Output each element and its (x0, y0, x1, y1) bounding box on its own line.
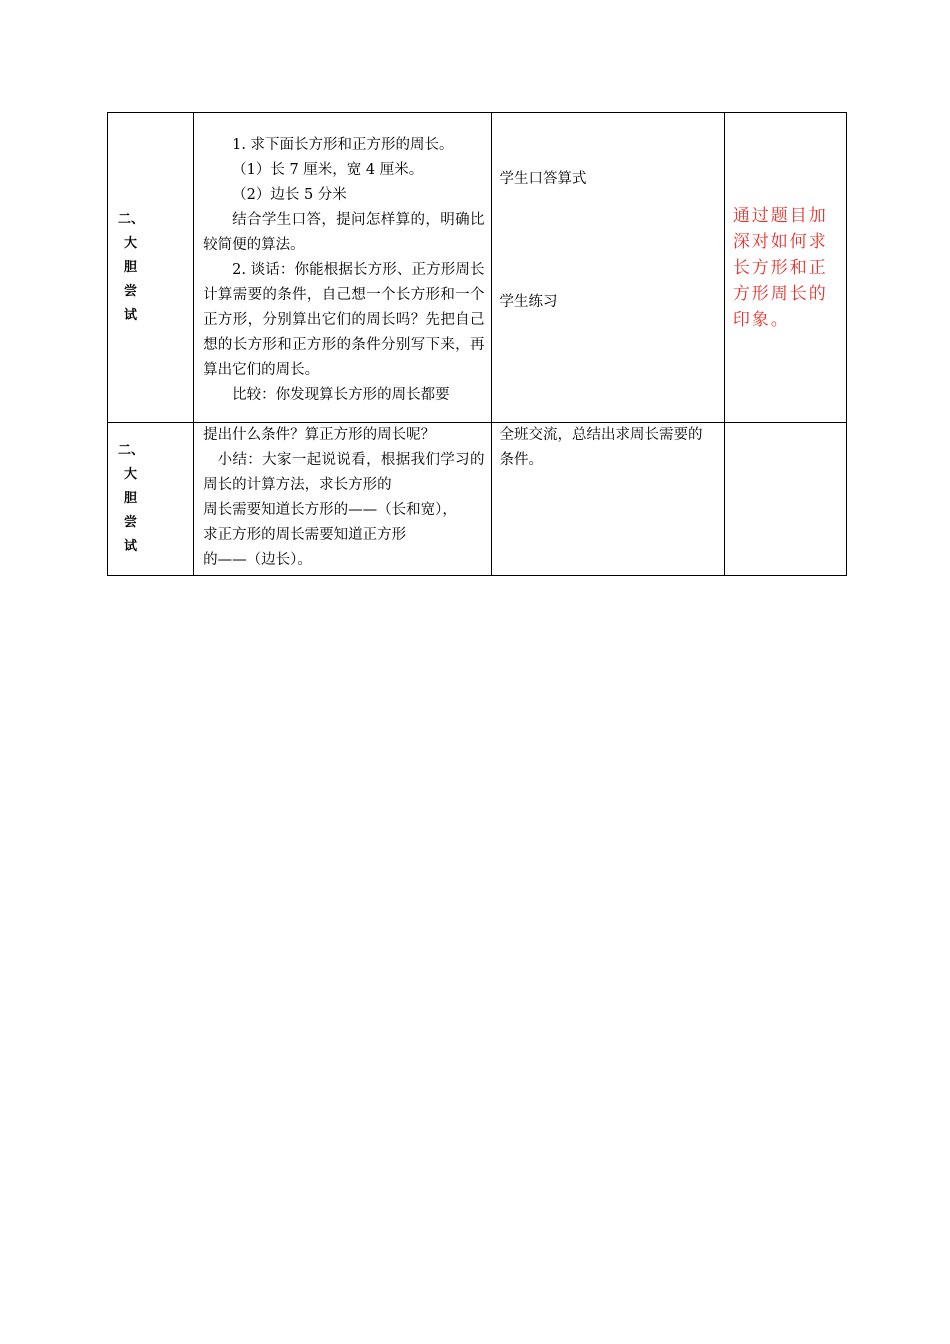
stage-char: 试 (124, 539, 138, 554)
stage-char: 胆 (124, 259, 138, 275)
design-intent-cell (724, 423, 846, 576)
design-intent: 通过题目加深对如何求长方形和正方形周长的印象。 (732, 206, 828, 330)
exercise-title: 1. 求下面长方形和正方形的周长。 (232, 137, 454, 153)
summary-paragraph: 的——（边长）。 (203, 552, 312, 568)
stage-label (108, 439, 193, 559)
stage-char: 大 (124, 467, 138, 482)
teacher-activity-cell (194, 113, 491, 423)
student-activity: 全班交流，总结出求周长需要的条件。 (499, 427, 703, 468)
stage-label (108, 208, 193, 328)
teacher-paragraph: 比较：你发现算长方形的周长都要 (232, 387, 450, 403)
table-row (108, 113, 847, 423)
student-activity-cell (491, 423, 724, 576)
stage-cell (108, 423, 194, 576)
design-intent-cell (724, 113, 846, 423)
stage-number: 二、 (118, 443, 145, 458)
exercise-item: （1）长 7 厘米，宽 4 厘米。 (232, 162, 424, 178)
stage-cell (108, 113, 194, 423)
stage-char: 尝 (124, 283, 138, 299)
student-activity-cell (491, 113, 724, 423)
stage-char: 大 (124, 235, 138, 251)
student-activity: 学生练习 (499, 294, 558, 310)
table-row (108, 423, 847, 576)
summary-paragraph: 求正方形的周长需要知道正方形 (203, 527, 407, 543)
exercise-item: （2）边长 5 分米 (232, 187, 347, 203)
stage-char: 试 (124, 307, 138, 323)
stage-char: 尝 (124, 515, 138, 530)
stage-number: 二、 (118, 211, 145, 227)
summary-paragraph: 周长需要知道长方形的——（长和宽）， (203, 502, 457, 518)
student-activity: 学生口答算式 (499, 171, 587, 187)
teacher-paragraph: 结合学生口答，提问怎样算的，明确比较简便的算法。 (203, 212, 485, 253)
stage-char: 胆 (124, 491, 138, 506)
teacher-paragraph: 2. 谈话：你能根据长方形、正方形周长计算需要的条件，自己想一个长方形和一个正方形，分别算出它们的周长吗？先把自己想的长方形和正方形的条件分别写下来，再算出它们的周长。 (203, 262, 485, 378)
lesson-plan-table (107, 112, 847, 576)
teacher-paragraph: 提出什么条件？算正方形的周长呢？ (203, 427, 436, 443)
teacher-activity-cell (194, 423, 491, 576)
summary-paragraph: 小结：大家一起说说看，根据我们学习的周长的计算方法，求长方形的 (203, 452, 485, 493)
